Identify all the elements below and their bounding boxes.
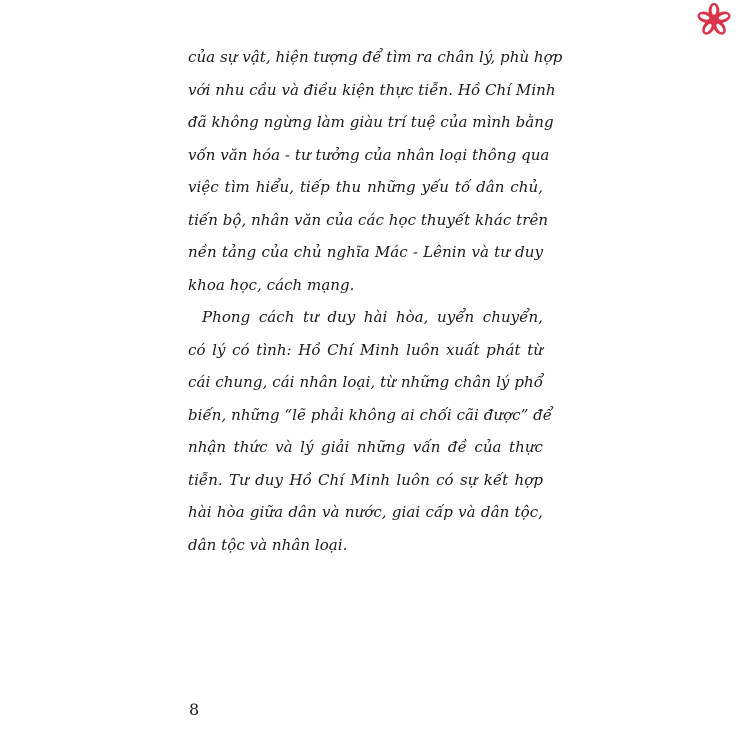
paragraph-2: [188, 301, 553, 561]
text-line: với nhu cầu và điều kiện thực tiễn. Hồ Chí Minh: [188, 80, 556, 99]
text-line: biến, những “lẽ phải không ai chối cãi được” để: [188, 405, 553, 424]
text-line: có lý có tình: Hồ Chí Minh luôn xuất phát từ: [188, 340, 543, 359]
text-line: hài hòa giữa dân và nước, giai cấp và dân tộc,: [188, 503, 543, 521]
text-line: khoa học, cách mạng.: [188, 275, 355, 294]
text-line: tiến bộ, nhân văn của các học thuyết khác trên: [188, 210, 549, 229]
text-line: nhận thức và lý giải những vấn đề của thực: [188, 438, 543, 456]
text-line: vốn văn hóa - tư tưởng của nhân loại thông qua: [188, 145, 550, 164]
text-line: cái chung, cái nhân loại, từ những chân lý phổ: [188, 373, 543, 391]
text-line: đã không ngừng làm giàu trí tuệ của mình bằng: [188, 113, 554, 131]
body-text: [188, 41, 563, 561]
red-star-flower-logo-icon: [696, 2, 732, 38]
text-line: việc tìm hiểu, tiếp thu những yếu tố dân chủ,: [188, 178, 543, 196]
page-number: 8: [189, 700, 200, 719]
text-line: Phong cách tư duy hài hòa, uyển chuyển,: [202, 308, 543, 326]
text-line: nền tảng của chủ nghĩa Mác - Lênin và tư duy: [188, 243, 543, 261]
text-line: của sự vật, hiện tượng để tìm ra chân lý, phù hợp: [188, 48, 563, 66]
text-line: dân tộc và nhân loại.: [188, 535, 348, 554]
text-line: tiễn. Tư duy Hồ Chí Minh luôn có sự kết hợp: [188, 470, 543, 489]
paragraph-1: [188, 41, 563, 301]
